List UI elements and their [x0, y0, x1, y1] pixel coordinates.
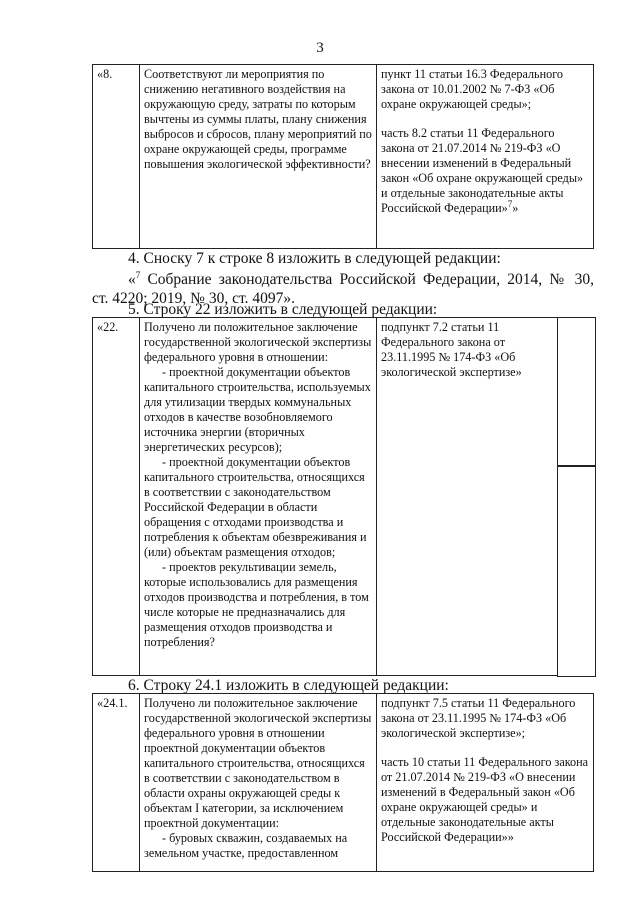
instruction-5: 5. Строку 22 изложить в следующей редакции:: [128, 301, 438, 318]
row-reference: [377, 65, 594, 249]
table-row-24-1: [92, 693, 594, 872]
row-number: «24.1.: [93, 694, 140, 872]
question-item-2: - проектной документации объектов капитального строительства, относящихся в соответствии с законодательством Российской Федерации в области обращения с отходами производства и потребления к объектам обезвреживания и (или) объектам размещения отходов;: [144, 455, 367, 559]
column-fragment: [557, 465, 596, 677]
question-item-1: - проектной документации объектов капитального строительства, используемых для утилизации твердых коммунальных отходов в качестве возобновляемого источника энергии (вторичных энергетических ресурсов);: [144, 365, 371, 454]
page-number: 3: [316, 40, 324, 56]
question-intro: Получено ли положительное заключение государственной экологической экспертизы федерального уровня в отношении:: [144, 320, 372, 364]
question-text: Соответствуют ли мероприятия по снижению негативного воздействия на окружающую среду, затраты по которым вычтены из суммы платы, плану снижения выбросов и сбросов, плану мероприятий по охране окружающей среды, программе повышения экологической эффективности?: [144, 67, 372, 171]
reference-2: часть 8.2 статьи 11 Федерального закона от 21.07.2014 № 219-ФЗ «О внесении изменений в Федеральный закон «Об охране окружающей среды» и отдельные законодательные акты Российской Федерации»$^7$»: [381, 126, 584, 215]
table-row-8: [92, 64, 594, 249]
reference-1: пункт 11 статьи 16.3 Федерального закона от 10.01.2002 № 7-ФЗ «Об охране окружающей среды»;: [381, 67, 564, 111]
row-question: [140, 65, 377, 249]
table-row-22: [92, 317, 558, 676]
instruction-6: 6. Строку 24.1 изложить в следующей редакции:: [128, 677, 449, 694]
question-item-3: - проектов рекультивации земель, которые использовались для размещения отходов производства и потребления, в том числе которые не предназначались для размещения отходов производства и потребления?: [144, 560, 369, 649]
row-question: [140, 694, 377, 872]
reference-2: часть 10 статьи 11 Федерального закона от 21.07.2014 № 219-ФЗ «О внесении изменений в Федеральный закон «Об охране окружающей среды» и отдельные законодательные акты Российской Федерации»»: [381, 755, 589, 844]
row-question: [140, 318, 377, 676]
reference-1: подпункт 7.5 статьи 11 Федерального закона от 23.11.1995 № 174-ФЗ «Об экологической экспертизе»;: [381, 696, 576, 740]
footnote-quote-line-2: ст. 4220; 2019, № 30, ст. 4097».: [92, 290, 295, 307]
instruction-4: 4. Сноску 7 к строке 8 изложить в следующей редакции:: [128, 250, 501, 267]
row-reference: [377, 694, 594, 872]
row-number: «22.: [93, 318, 140, 676]
row-reference: [377, 318, 558, 676]
reference: подпункт 7.2 статьи 11 Федерального закона от 23.11.1995 № 174-ФЗ «Об экологической экспертизе»: [381, 320, 522, 379]
question-item-1: - буровых скважин, создаваемых на земельном участке, предоставленном: [144, 831, 348, 860]
column-fragment: [557, 317, 596, 467]
question-text: Получено ли положительное заключение государственной экологической экспертизы федерального уровня в отношении проектной документации объектов капитального строительства, относящихся в соответствии с законодательством в области охраны окружающей среды к объектам I категории, за исключением проектной документации:: [144, 696, 372, 830]
footnote-quote-line-1: «$^7$ Собрание законодательства Российской Федерации, 2014, № 30,: [128, 269, 595, 288]
row-number: «8.: [93, 65, 140, 249]
